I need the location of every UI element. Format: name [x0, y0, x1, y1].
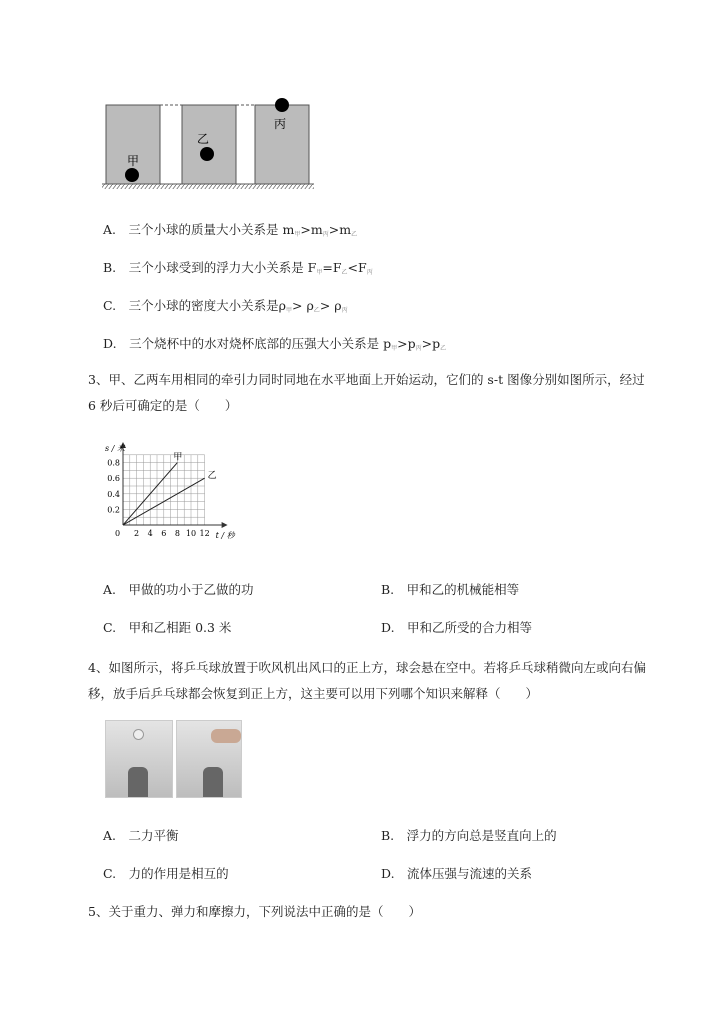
x-tick-label: 6: [161, 529, 167, 538]
x-tick-label: 8: [174, 529, 180, 538]
q4-option-d[interactable]: D. 流体压强与流速的关系: [381, 866, 533, 881]
hairdryer-photo-2: [176, 720, 242, 798]
option-text: 三个小球的密度大小关系是: [128, 298, 279, 313]
expr-subscript: 丙: [415, 345, 422, 352]
expr-symbol: m: [282, 222, 295, 237]
expr-symbol: >p: [421, 336, 441, 351]
x-axis-arrow: [222, 522, 228, 528]
expr-symbol: p: [383, 336, 392, 351]
option-text: 三个小球受到的浮力大小关系是: [128, 260, 308, 275]
q3-option-a[interactable]: A. 甲做的功小于乙做的功: [103, 582, 254, 597]
q2-option-d[interactable]: [103, 334, 446, 352]
option-text: 三个小球的质量大小关系是: [128, 222, 283, 237]
beakers-figure: [100, 95, 320, 190]
expr-subscript: 甲: [285, 307, 292, 314]
q3-option-c[interactable]: C. 甲和乙相距 0.3 米: [103, 620, 232, 635]
expr-subscript: 乙: [313, 307, 320, 314]
option-letter: A.: [103, 222, 117, 237]
q4-text: 4、如图所示，将乒乓球放置于吹风机出风口的正上方，球会悬在空中。若将乒乓球稍微向左或向右偏: [88, 660, 646, 675]
expr-subscript: 丙: [322, 231, 329, 238]
expr-subscript: 丙: [341, 307, 348, 314]
x-axis-label: t / 秒: [215, 531, 235, 540]
q3-text: 6 秒后可确定的是（ ）: [88, 398, 238, 413]
x-tick-label: 2: [134, 529, 140, 538]
q2-option-a[interactable]: [103, 220, 357, 238]
x-tick-label: 12: [199, 529, 210, 538]
ball-label: 甲: [127, 154, 140, 168]
expr-symbol: <F: [347, 260, 367, 275]
q2-option-c[interactable]: [103, 296, 348, 314]
expr-symbol: > ρ: [319, 298, 342, 313]
option-letter: B.: [103, 260, 117, 275]
ball-label: 乙: [197, 132, 210, 146]
series-label: 甲: [173, 452, 183, 463]
series-label: 乙: [207, 471, 217, 482]
q3-option-b[interactable]: B. 甲和乙的机械能相等: [381, 582, 520, 597]
expr-symbol: >p: [397, 336, 416, 351]
y-tick-label: 0.2: [107, 505, 120, 515]
x-tick-label: 10: [185, 529, 197, 538]
y-axis-label: s / 米: [105, 444, 125, 453]
x-tick-label: 4: [147, 529, 153, 538]
y-tick-label: 0.6: [107, 474, 120, 484]
expr-subscript: 甲: [391, 345, 398, 352]
st-chart: [95, 442, 245, 540]
q3-text: 3、甲、乙两车用相同的牵引力同时同地在水平地面上开始运动，它们的 s-t 图像分别如图所示，经过: [88, 372, 645, 387]
q4-option-a[interactable]: A. 二力平衡: [103, 828, 179, 843]
expr-symbol: >m: [300, 222, 323, 237]
expr-subscript: 甲: [294, 231, 301, 238]
q4-option-b[interactable]: B. 浮力的方向总是竖直向上的: [381, 828, 557, 843]
q4-text: 移，放手后乒乓球都会恢复到正上方，这主要可以用下列哪个知识来解释（ ）: [88, 686, 539, 701]
expr-symbol: > ρ: [292, 298, 314, 313]
expr-symbol: F: [307, 260, 317, 275]
origin-label: 0: [115, 529, 121, 538]
ball-label: 丙: [274, 117, 287, 131]
hairdryer-photo-1: [105, 720, 173, 798]
expr-subscript: 丙: [366, 269, 373, 276]
expr-subscript: 甲: [316, 269, 323, 276]
q2-option-b[interactable]: [103, 258, 373, 276]
expr-subscript: 乙: [341, 269, 348, 276]
q5-text: 5、关于重力、弹力和摩擦力，下列说法中正确的是（ ）: [88, 904, 421, 919]
expr-symbol: ρ: [278, 298, 286, 313]
expr-symbol: >m: [328, 222, 352, 237]
option-text: 三个烧杯中的水对烧杯底部的压强大小关系是: [129, 336, 384, 351]
y-tick-label: 0.8: [107, 458, 120, 468]
q3-option-d[interactable]: D. 甲和乙所受的合力相等: [381, 620, 533, 635]
expr-subscript: 乙: [351, 231, 358, 238]
q4-option-c[interactable]: C. 力的作用是相互的: [103, 866, 229, 881]
option-letter: C.: [103, 298, 117, 313]
expr-subscript: 乙: [440, 345, 447, 352]
y-tick-label: 0.4: [107, 489, 120, 499]
expr-symbol: =F: [322, 260, 342, 275]
option-letter: D.: [103, 336, 117, 351]
